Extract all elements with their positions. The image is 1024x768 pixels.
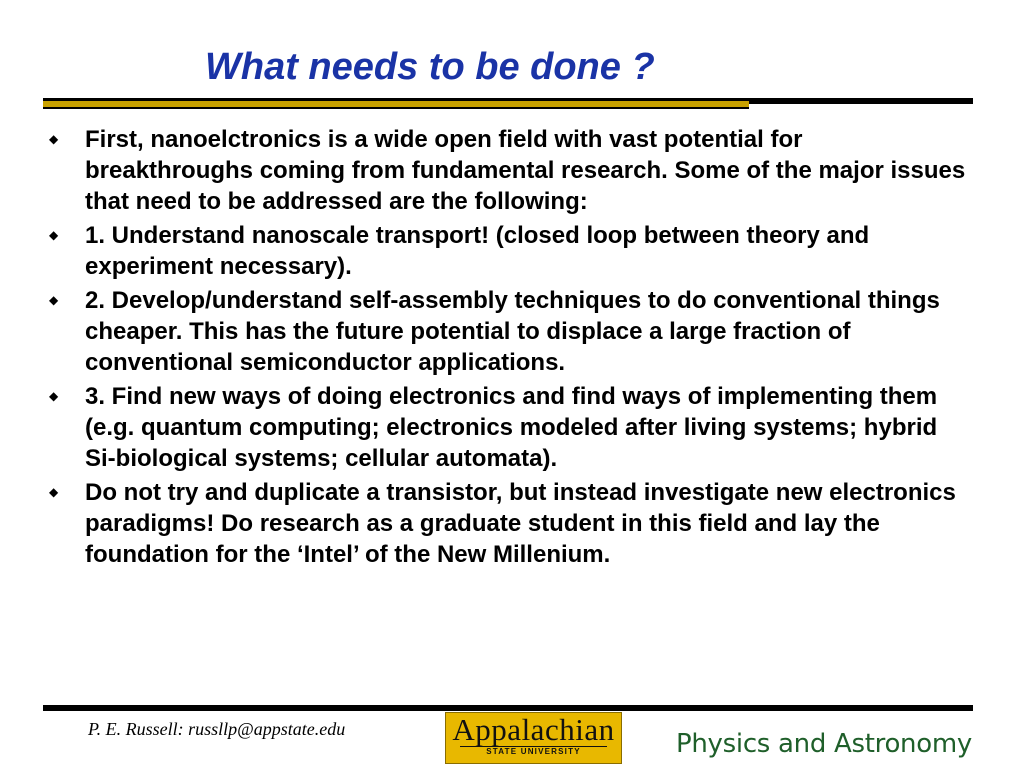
diamond-bullet-icon: ◆ xyxy=(49,132,59,146)
diamond-bullet-icon: ◆ xyxy=(49,293,59,307)
logo-subtitle: STATE UNIVERSITY xyxy=(460,746,607,757)
title-divider-gold xyxy=(43,101,749,109)
department-name: Physics and Astronomy xyxy=(676,729,972,759)
list-item xyxy=(48,381,968,474)
bullet-text: 1. Understand nanoscale transport! (closed loop between theory and experiment necessary). xyxy=(85,222,870,280)
list-item xyxy=(48,477,968,570)
list-item xyxy=(48,124,968,217)
diamond-bullet-icon: ◆ xyxy=(49,228,59,242)
bullet-text: 2. Develop/understand self-assembly techniques to do conventional things cheaper. This has the future potential to displace a large fraction of conventional semiconductor applications. xyxy=(85,287,940,376)
list-item xyxy=(48,285,968,378)
diamond-bullet-icon: ◆ xyxy=(49,485,59,499)
list-item xyxy=(48,220,968,282)
bullet-text: First, nanoelctronics is a wide open field with vast potential for breakthroughs coming from fundamental research. Some of the major issues that need to be addressed are the following: xyxy=(85,126,966,215)
logo-wordmark: Appalachian xyxy=(452,712,615,747)
slide-title: What needs to be done ? xyxy=(205,46,655,88)
bullet-list xyxy=(48,124,968,573)
footer-divider xyxy=(43,705,973,711)
bullet-text: Do not try and duplicate a transistor, but instead investigate new electronics paradigms! Do research as a graduate student in this field and lay the foundation for the ‘Intel’ of the New Millenium. xyxy=(85,479,956,568)
diamond-bullet-icon: ◆ xyxy=(49,389,59,403)
bullet-text: 3. Find new ways of doing electronics and find ways of implementing them (e.g. quantum computing; electronics modeled after living systems; hybrid Si-biological systems; cellular automata). xyxy=(85,383,938,472)
footer-author: P. E. Russell: russllp@appstate.edu xyxy=(88,719,346,739)
appalachian-logo xyxy=(445,712,622,764)
